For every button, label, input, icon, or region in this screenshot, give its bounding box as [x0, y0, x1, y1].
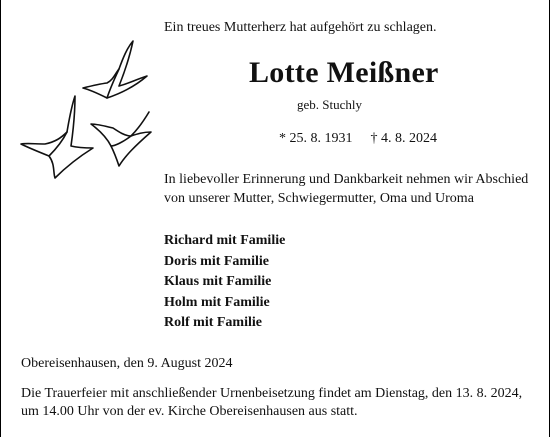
bird-icon [21, 96, 93, 178]
life-dates [279, 131, 437, 147]
maiden-name: geb. Stuchly [297, 97, 362, 112]
place-and-date: Obereisenhausen, den 9. August 2024 [21, 356, 233, 371]
farewell-text [164, 170, 528, 208]
mourner-item: Rolf mit Familie [164, 315, 262, 330]
intro-text: Ein treues Mutterherz hat aufgehört zu schlagen. [164, 20, 437, 35]
mourner-item: Richard mit Familie [164, 233, 286, 248]
death-date: † 4. 8. 2024 [370, 131, 437, 146]
funeral-line: um 14.00 Uhr von der ev. Kirche Obereisenhausen aus statt. [21, 404, 358, 419]
bird-icon [83, 41, 147, 98]
mourner-item: Holm mit Familie [164, 294, 270, 310]
funeral-line: Die Trauerfeier mit anschließender Urnenbeisetzung findet am Dienstag, den 13. 8. 2024, [21, 386, 523, 401]
bird-icon [91, 112, 151, 166]
mourner-item: Doris mit Familie [164, 253, 269, 269]
birth-date: * 25. 8. 1931 [279, 131, 353, 146]
mourners-list [164, 231, 285, 334]
funeral-info [21, 385, 522, 421]
mourner-item: Klaus mit Familie [164, 274, 272, 289]
flying-birds-icon [15, 36, 165, 186]
farewell-line: In liebevoller Erinnerung und Dankbarkeit nehmen wir Abschied [164, 172, 529, 187]
farewell-line: von unserer Mutter, Schwiegermutter, Oma und Uroma [164, 191, 474, 206]
deceased-name: Lotte Meißner [249, 56, 439, 89]
